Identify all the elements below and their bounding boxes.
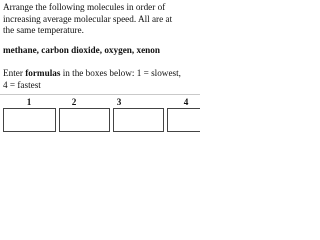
instructions-line-2: 4 = fastest xyxy=(3,79,41,90)
rank-label-3: 3 xyxy=(116,97,122,107)
answer-input-2[interactable] xyxy=(59,108,110,132)
question-line-2: increasing average molecular speed. All are at xyxy=(3,13,173,24)
rank-label-4: 4 xyxy=(183,97,189,107)
answer-input-1[interactable] xyxy=(3,108,56,132)
instructions-suffix: in the boxes below: 1 = slowest, xyxy=(60,68,181,78)
divider xyxy=(0,94,200,95)
question-line-1: Arrange the following molecules in order of xyxy=(3,2,166,12)
question-text xyxy=(3,2,197,37)
instructions-prefix: Enter xyxy=(3,68,26,78)
question-line-3: the same temperature. xyxy=(3,25,84,35)
molecule-list: methane, carbon dioxide, oxygen, xenon xyxy=(3,45,160,55)
answer-input-4[interactable] xyxy=(167,108,200,132)
rank-label-2: 2 xyxy=(71,97,77,107)
instructions-emphasis: formulas xyxy=(25,68,61,78)
instructions-text xyxy=(3,68,197,91)
answer-input-3[interactable] xyxy=(113,108,164,132)
instructions-line-1 xyxy=(3,68,197,80)
rank-label-1: 1 xyxy=(26,97,32,107)
